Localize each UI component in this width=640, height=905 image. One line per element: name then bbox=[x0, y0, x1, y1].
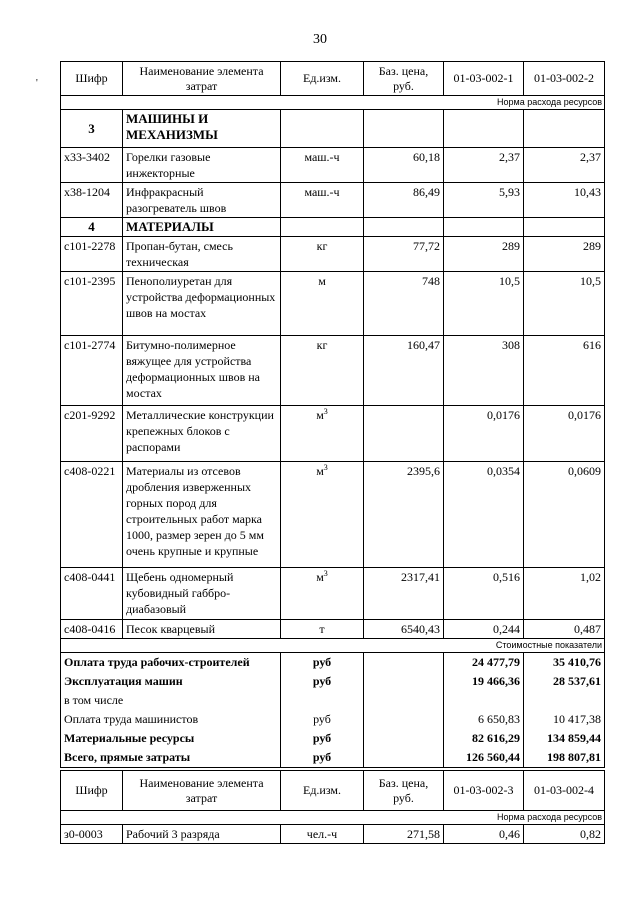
column-header: Шифр bbox=[61, 62, 123, 96]
row-code: с101-2774 bbox=[61, 336, 123, 406]
row-code: с408-0221 bbox=[61, 462, 123, 568]
column-header: Шифр bbox=[61, 771, 123, 811]
cost-unit: руб bbox=[281, 710, 364, 729]
table-row bbox=[61, 272, 605, 336]
row-unit: кг bbox=[281, 336, 364, 406]
section-header-row bbox=[61, 218, 605, 237]
row-value-2: 1,02 bbox=[524, 568, 605, 620]
row-value-2: 2,37 bbox=[524, 148, 605, 183]
row-value-1: 0,46 bbox=[444, 825, 524, 844]
section-empty-cell bbox=[444, 218, 524, 237]
row-code: с101-2395 bbox=[61, 272, 123, 336]
cost-row bbox=[61, 653, 605, 673]
cost-empty bbox=[364, 748, 444, 768]
cost-name: Материальные ресурсы bbox=[61, 729, 281, 748]
cost-empty bbox=[364, 691, 444, 710]
cost-value-1: 82 616,29 bbox=[444, 729, 524, 748]
row-unit: м bbox=[281, 272, 364, 336]
row-unit: $м^3$ bbox=[281, 406, 364, 462]
row-name: Инфракрасный разогреватель швов bbox=[123, 183, 281, 218]
section-title: МАТЕРИАЛЫ bbox=[123, 218, 281, 237]
row-price: 160,47 bbox=[364, 336, 444, 406]
row-price: 2317,41 bbox=[364, 568, 444, 620]
section-code: 3 bbox=[61, 110, 123, 148]
section-empty-cell bbox=[281, 110, 364, 148]
row-value-1: 5,93 bbox=[444, 183, 524, 218]
column-header: 01-03-002-2 bbox=[524, 62, 605, 96]
cost-label: Стоимостные показатели bbox=[61, 639, 605, 653]
row-name: Пропан-бутан, смесь техническая bbox=[123, 237, 281, 272]
resource-table-1 bbox=[60, 61, 605, 768]
row-name: Битумно-полимерное вяжущее для устройства деформационных швов на мостах bbox=[123, 336, 281, 406]
row-value-1: 2,37 bbox=[444, 148, 524, 183]
row-code: с408-0416 bbox=[61, 620, 123, 639]
cost-value-2: 35 410,76 bbox=[524, 653, 605, 673]
cost-value-1: 19 466,36 bbox=[444, 672, 524, 691]
row-name: Материалы из отсевов дробления изверженных горных пород для строительных работ марка 1000, размер зерен до 5 мм очень крупные и крупные bbox=[123, 462, 281, 568]
cost-value-1: 126 560,44 bbox=[444, 748, 524, 768]
row-value-1: 308 bbox=[444, 336, 524, 406]
column-header: 01-03-002-3 bbox=[444, 771, 524, 811]
row-value-1: 0,244 bbox=[444, 620, 524, 639]
row-value-1: 0,516 bbox=[444, 568, 524, 620]
row-price: 2395,6 bbox=[364, 462, 444, 568]
row-code: с101-2278 bbox=[61, 237, 123, 272]
row-price: 77,72 bbox=[364, 237, 444, 272]
row-value-2: 0,487 bbox=[524, 620, 605, 639]
section-code: 4 bbox=[61, 218, 123, 237]
page-number: 30 bbox=[313, 32, 327, 47]
cost-unit: руб bbox=[281, 672, 364, 691]
row-price: 6540,43 bbox=[364, 620, 444, 639]
norm-label-row bbox=[61, 811, 605, 825]
row-price bbox=[364, 406, 444, 462]
table-row bbox=[61, 620, 605, 639]
norm-label: Норма расхода ресурсов bbox=[61, 811, 605, 825]
column-header: 01-03-002-4 bbox=[524, 771, 605, 811]
column-header: Баз. цена, руб. bbox=[364, 62, 444, 96]
table-row bbox=[61, 462, 605, 568]
cost-value-1: 24 477,79 bbox=[444, 653, 524, 673]
cost-name: Оплата труда рабочих-строителей bbox=[61, 653, 281, 673]
cost-unit: руб bbox=[281, 653, 364, 673]
row-name: Песок кварцевый bbox=[123, 620, 281, 639]
cost-row bbox=[61, 691, 605, 710]
header-row bbox=[61, 62, 605, 96]
row-code: х33-3402 bbox=[61, 148, 123, 183]
row-price: 748 bbox=[364, 272, 444, 336]
cost-name: Всего, прямые затраты bbox=[61, 748, 281, 768]
table-row bbox=[61, 825, 605, 844]
row-value-1: 289 bbox=[444, 237, 524, 272]
row-value-2: 0,0176 bbox=[524, 406, 605, 462]
margin-mark: ' bbox=[36, 78, 38, 89]
row-unit: т bbox=[281, 620, 364, 639]
row-code: з0-0003 bbox=[61, 825, 123, 844]
section-empty-cell bbox=[364, 218, 444, 237]
table-row bbox=[61, 568, 605, 620]
table-row bbox=[61, 183, 605, 218]
row-value-2: 10,5 bbox=[524, 272, 605, 336]
row-value-1: 10,5 bbox=[444, 272, 524, 336]
row-code: с201-9292 bbox=[61, 406, 123, 462]
section-header-row bbox=[61, 110, 605, 148]
resource-table-2 bbox=[60, 770, 605, 844]
row-unit: $м^3$ bbox=[281, 462, 364, 568]
cost-unit: руб bbox=[281, 748, 364, 768]
row-name: Щебень одномерный кубовидный габбро-диабазовый bbox=[123, 568, 281, 620]
table-row bbox=[61, 406, 605, 462]
cost-empty bbox=[364, 653, 444, 673]
section-empty-cell bbox=[444, 110, 524, 148]
resource-table-2-body bbox=[61, 771, 605, 844]
cost-empty bbox=[364, 729, 444, 748]
row-value-2: 0,82 bbox=[524, 825, 605, 844]
cost-row bbox=[61, 710, 605, 729]
section-title: МАШИНЫ И МЕХАНИЗМЫ bbox=[123, 110, 281, 148]
cost-label-row bbox=[61, 639, 605, 653]
row-unit: чел.-ч bbox=[281, 825, 364, 844]
row-unit: $м^3$ bbox=[281, 568, 364, 620]
cost-unit: руб bbox=[281, 729, 364, 748]
unit-superscript: 3 bbox=[323, 463, 328, 472]
row-value-1: 0,0354 bbox=[444, 462, 524, 568]
unit-superscript: 3 bbox=[323, 407, 328, 416]
column-header: Наименование элемента затрат bbox=[123, 771, 281, 811]
section-empty-cell bbox=[281, 218, 364, 237]
header-row bbox=[61, 771, 605, 811]
cost-value-2: 198 807,81 bbox=[524, 748, 605, 768]
section-empty-cell bbox=[364, 110, 444, 148]
cost-value-2: 10 417,38 bbox=[524, 710, 605, 729]
cost-name: Оплата труда машинистов bbox=[61, 710, 281, 729]
section-empty-cell bbox=[524, 218, 605, 237]
row-name: Металлические конструкции крепежных блоков с распорами bbox=[123, 406, 281, 462]
row-unit: кг bbox=[281, 237, 364, 272]
cost-value-1: 6 650,83 bbox=[444, 710, 524, 729]
column-header: Баз. цена, руб. bbox=[364, 771, 444, 811]
row-name: Рабочий 3 разряда bbox=[123, 825, 281, 844]
column-header: Наименование элемента затрат bbox=[123, 62, 281, 96]
cost-row bbox=[61, 748, 605, 768]
cost-unit bbox=[281, 691, 364, 710]
norm-label-row bbox=[61, 96, 605, 110]
row-unit: маш.-ч bbox=[281, 148, 364, 183]
row-value-1: 0,0176 bbox=[444, 406, 524, 462]
cost-empty bbox=[364, 710, 444, 729]
section-empty-cell bbox=[524, 110, 605, 148]
row-value-2: 616 bbox=[524, 336, 605, 406]
row-unit: маш.-ч bbox=[281, 183, 364, 218]
cost-value-2 bbox=[524, 691, 605, 710]
row-value-2: 289 bbox=[524, 237, 605, 272]
norm-label: Норма расхода ресурсов bbox=[61, 96, 605, 110]
cost-empty bbox=[364, 672, 444, 691]
table-row bbox=[61, 148, 605, 183]
row-code: х38-1204 bbox=[61, 183, 123, 218]
column-header: Ед.изм. bbox=[281, 62, 364, 96]
row-price: 60,18 bbox=[364, 148, 444, 183]
table-row bbox=[61, 336, 605, 406]
row-name: Пенополиуретан для устройства деформационных швов на мостах bbox=[123, 272, 281, 336]
row-value-2: 10,43 bbox=[524, 183, 605, 218]
cost-value-2: 28 537,61 bbox=[524, 672, 605, 691]
row-code: с408-0441 bbox=[61, 568, 123, 620]
table-row bbox=[61, 237, 605, 272]
cost-name: Эксплуатация машин bbox=[61, 672, 281, 691]
row-price: 86,49 bbox=[364, 183, 444, 218]
cost-name: в том числе bbox=[61, 691, 281, 710]
cost-value-2: 134 859,44 bbox=[524, 729, 605, 748]
unit-superscript: 3 bbox=[323, 569, 328, 578]
resource-table-1-body bbox=[61, 62, 605, 768]
cost-value-1 bbox=[444, 691, 524, 710]
column-header: Ед.изм. bbox=[281, 771, 364, 811]
row-value-2: 0,0609 bbox=[524, 462, 605, 568]
column-header: 01-03-002-1 bbox=[444, 62, 524, 96]
row-name: Горелки газовые инжекторные bbox=[123, 148, 281, 183]
cost-row bbox=[61, 729, 605, 748]
cost-row bbox=[61, 672, 605, 691]
row-price: 271,58 bbox=[364, 825, 444, 844]
